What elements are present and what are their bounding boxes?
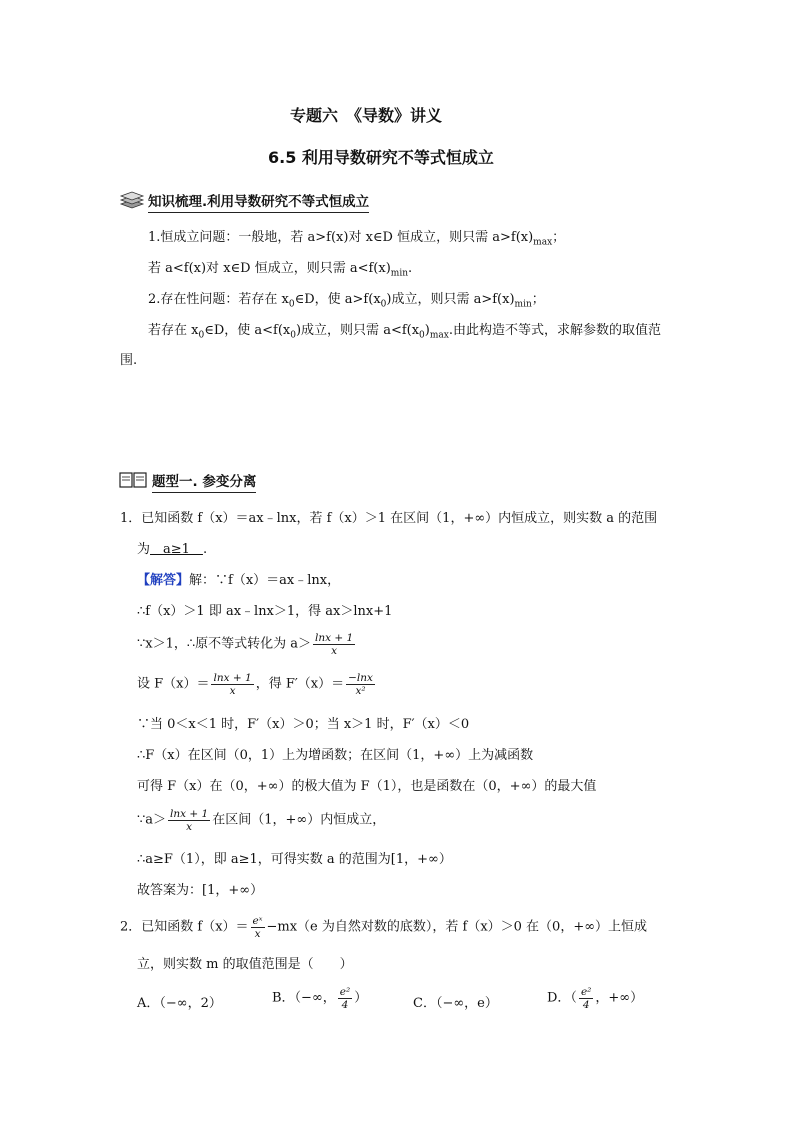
solution-tag: 【解答】 xyxy=(137,573,190,588)
option-a[interactable]: A．（−∞，2） xyxy=(137,996,222,1011)
solution-line-5: ∵当 0＜x＜1 时，F′（x）＞0；当 x＞1 时，F′（x）＜0 xyxy=(137,717,470,732)
fraction-F-def: $\frac{\ln x + 1}{x}$ xyxy=(213,672,252,697)
fraction-bound: $\frac{\ln x + 1}{x}$ xyxy=(170,808,209,833)
solution-line-4: 设 F（x）＝ $\frac{\ln x + 1}{x}$ ，得 F′（x）＝ $\frac{-\ln x}{\text{x²}}$ xyxy=(137,672,373,697)
option-c[interactable]: C．（−∞，e） xyxy=(413,996,498,1011)
solution-line-1: 【解答】解：∵f（x）＝ax﹣lnx， xyxy=(137,573,341,588)
solution-line-8: ∵a＞ $\frac{\ln x + 1}{x}$ 在区间（1，+∞）内恒成立， xyxy=(137,808,386,833)
question-1-answer: a≥1 xyxy=(150,542,203,557)
open-book-icon xyxy=(118,470,148,494)
knowledge-line-4: 若存在 $x_0\in D$，使 $a<f(x_0)$成立，则只需 $a<f(x_0)_{max}$.由此构造不等式，求解参数的取值范 xyxy=(148,323,661,341)
knowledge-line-5: 围. xyxy=(120,353,138,368)
solution-line-9: ∴a≥F（1），即 a≥1，可得实数 a 的范围为[1，+∞） xyxy=(137,852,452,867)
fraction-ex-over-x: $\frac{\text{eˣ}}{x}$ xyxy=(252,915,263,940)
solution-line-2: ∴f（x）＞1 即 ax﹣lnx＞1，得 ax＞lnx+1 xyxy=(137,604,393,619)
fraction-e2-over-4-d: $\frac{\text{e²}}{4}$ xyxy=(580,986,592,1011)
solution-line-10: 故答案为：[1，+∞） xyxy=(137,883,264,898)
question-2-line-1: 2．已知函数 f（x）＝ $\frac{\text{eˣ}}{x}$ −mx（e 为自然对数的底数），若 f（x）＞0 在（0，+∞）上恒成 xyxy=(120,915,648,940)
knowledge-line-1: 1.恒成立问题：一般地，若 a>f(x)对 x∈D 恒成立，则只需 $a>f(x)_{max}$； xyxy=(148,230,566,248)
section-heading-knowledge: 知识梳理.利用导数研究不等式恒成立 xyxy=(148,190,369,213)
option-d[interactable]: D．（ $\frac{\text{e²}}{4}$ ，+∞） xyxy=(547,986,644,1011)
fraction-F-derivative: $\frac{-\ln x}{\text{x²}}$ xyxy=(348,672,373,697)
option-b[interactable]: B．（−∞， $\frac{\text{e²}}{4}$ ） xyxy=(272,986,368,1011)
fraction-e2-over-4: $\frac{\text{e²}}{4}$ xyxy=(339,986,351,1011)
question-2-line-2: 立，则实数 m 的取值范围是（ ） xyxy=(137,957,353,972)
fraction-lnx-plus-1-over-x: $\frac{\ln x + 1}{x}$ xyxy=(315,632,354,657)
book-stack-icon xyxy=(119,190,145,214)
page-subtitle: 6.5 利用导数研究不等式恒成立 xyxy=(268,148,494,167)
question-1-line-2: 为 a≥1 . xyxy=(137,542,208,557)
solution-line-7: 可得 F（x）在（0，+∞）的极大值为 F（1），也是函数在（0，+∞）的最大值 xyxy=(137,779,597,794)
page-title: 专题六 《导数》讲义 xyxy=(290,106,443,125)
question-1-line-1: 1．已知函数 f（x）＝ax﹣lnx，若 f（x）＞1 在区间（1，+∞）内恒成立，则实数 a 的范围 xyxy=(120,511,658,526)
solution-line-3: ∵x＞1，∴原不等式转化为 a＞ $\frac{\ln x + 1}{x}$ xyxy=(137,632,354,657)
knowledge-line-2: 若 a<f(x)对 x∈D 恒成立，则只需 $a<f(x)_{min}$. xyxy=(148,261,413,279)
solution-line-6: ∴F（x）在区间（0，1）上为增函数；在区间（1，+∞）上为减函数 xyxy=(137,748,534,763)
section-heading-type1: 题型一. 参变分离 xyxy=(152,470,256,493)
knowledge-line-3: 2.存在性问题：若存在 $x_0\in D$，使 $a>f(x_0)$成立，则只需 $a>f(x)_{min}$； xyxy=(148,292,545,310)
